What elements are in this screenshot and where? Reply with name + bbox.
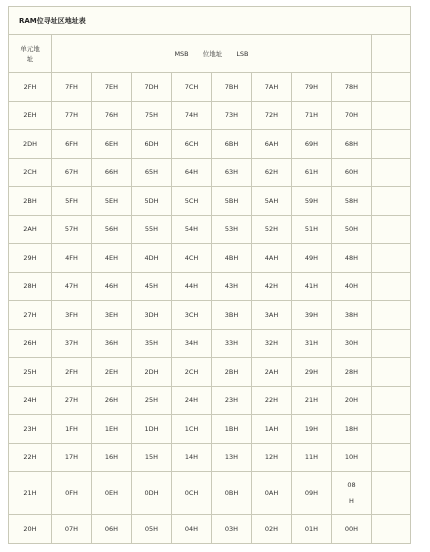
bit-address-cell: 21H [292, 386, 332, 415]
bit-address-cell: 6FH [52, 130, 92, 159]
bit-address-cell: 09H [292, 472, 332, 515]
unit-address-cell: 25H [9, 358, 52, 387]
bit-address-cell: 12H [252, 443, 292, 472]
empty-cell [372, 215, 411, 244]
bit-address-cell: 22H [252, 386, 292, 415]
bit-address-cell: 38H [332, 301, 372, 330]
bit-address-cell: 52H [252, 215, 292, 244]
unit-address-cell: 28H [9, 272, 52, 301]
bit-address-cell: 72H [252, 101, 292, 130]
wrapped-cell-line2: H [349, 497, 354, 505]
unit-address-cell: 2FH [9, 73, 52, 102]
bit-address-cell: 77H [52, 101, 92, 130]
unit-address-cell: 23H [9, 415, 52, 444]
wrapped-cell-line1: 08 [347, 481, 356, 489]
bit-address-cell: 24H [172, 386, 212, 415]
bit-address-cell: 1FH [52, 415, 92, 444]
bit-address-table-container [8, 6, 410, 544]
bit-address-cell: 1CH [172, 415, 212, 444]
bit-address-cell: 0DH [132, 472, 172, 515]
bit-address-cell: 7FH [52, 73, 92, 102]
bit-address-cell: 4AH [252, 244, 292, 273]
unit-address-cell: 2DH [9, 130, 52, 159]
unit-address-cell: 22H [9, 443, 52, 472]
table-row [9, 515, 411, 544]
bit-address-cell: 6DH [132, 130, 172, 159]
unit-address-cell: 29H [9, 244, 52, 273]
bit-address-cell: 6EH [92, 130, 132, 159]
bit-address-cell: 1EH [92, 415, 132, 444]
table-row [9, 101, 411, 130]
bit-address-cell: 71H [292, 101, 332, 130]
table-row [9, 358, 411, 387]
empty-cell [372, 73, 411, 102]
table-row [9, 187, 411, 216]
unit-address-cell: 2BH [9, 187, 52, 216]
bit-address-cell: 36H [92, 329, 132, 358]
bit-address-cell: 3CH [172, 301, 212, 330]
bit-address-cell: 42H [252, 272, 292, 301]
bit-address-cell: 14H [172, 443, 212, 472]
bit-address-cell: 28H [332, 358, 372, 387]
bit-address-cell: 25H [132, 386, 172, 415]
unit-address-cell: 26H [9, 329, 52, 358]
bit-address-cell: 03H [212, 515, 252, 544]
bit-address-cell: 54H [172, 215, 212, 244]
bit-address-cell: 60H [332, 158, 372, 187]
bit-address-cell: 7CH [172, 73, 212, 102]
unit-address-cell: 20H [9, 515, 52, 544]
bit-address-cell: 3AH [252, 301, 292, 330]
bit-address-cell: 5EH [92, 187, 132, 216]
table-row [9, 158, 411, 187]
unit-address-cell: 21H [9, 472, 52, 515]
bit-address-cell: 37H [52, 329, 92, 358]
bit-address-cell: 1AH [252, 415, 292, 444]
bit-address-cell: 2BH [212, 358, 252, 387]
bit-address-cell: 47H [52, 272, 92, 301]
table-row [9, 244, 411, 273]
empty-cell [372, 244, 411, 273]
header-empty-cell [372, 35, 411, 73]
empty-cell [372, 272, 411, 301]
bit-address-cell: 4BH [212, 244, 252, 273]
bit-address-cell: 23H [212, 386, 252, 415]
empty-cell [372, 386, 411, 415]
bit-address-cell: 10H [332, 443, 372, 472]
bit-address-cell: 19H [292, 415, 332, 444]
unit-address-cell: 2CH [9, 158, 52, 187]
table-row [9, 301, 411, 330]
unit-address-cell: 27H [9, 301, 52, 330]
bit-address-cell: 1DH [132, 415, 172, 444]
bit-address-cell: 2AH [252, 358, 292, 387]
bit-address-cell: 7AH [252, 73, 292, 102]
bit-address-cell: 32H [252, 329, 292, 358]
empty-cell [372, 187, 411, 216]
bit-address-cell: 78H [332, 73, 372, 102]
bit-address-cell: 69H [292, 130, 332, 159]
table-row [9, 443, 411, 472]
empty-cell [372, 443, 411, 472]
bit-address-cell: 2EH [92, 358, 132, 387]
bit-address-cell: 3DH [132, 301, 172, 330]
empty-cell [372, 158, 411, 187]
bit-address-cell: 0FH [52, 472, 92, 515]
bit-address-cell: 05H [132, 515, 172, 544]
table-row [9, 272, 411, 301]
lsb-label: LSB [236, 50, 249, 58]
bit-address-cell: 4DH [132, 244, 172, 273]
bit-address-cell: 66H [92, 158, 132, 187]
bit-address-cell: 5CH [172, 187, 212, 216]
bit-address-cell: 39H [292, 301, 332, 330]
bit-address-cell: 68H [332, 130, 372, 159]
bit-address-cell: 4FH [52, 244, 92, 273]
bit-address-cell [332, 472, 372, 515]
bit-address-cell: 5DH [132, 187, 172, 216]
table-row [9, 472, 411, 515]
unit-address-header-line2: 址 [26, 54, 34, 63]
bit-address-cell: 50H [332, 215, 372, 244]
bit-address-cell: 45H [132, 272, 172, 301]
bit-address-cell: 58H [332, 187, 372, 216]
bit-address-cell: 26H [92, 386, 132, 415]
bit-address-cell: 61H [292, 158, 332, 187]
empty-cell [372, 415, 411, 444]
bit-address-cell: 43H [212, 272, 252, 301]
bit-address-header [52, 35, 372, 73]
bit-address-cell: 35H [132, 329, 172, 358]
table-row [9, 415, 411, 444]
bit-address-cell: 6BH [212, 130, 252, 159]
bit-address-cell: 40H [332, 272, 372, 301]
bit-address-cell: 33H [212, 329, 252, 358]
bit-address-cell: 5BH [212, 187, 252, 216]
empty-cell [372, 301, 411, 330]
bit-address-cell: 17H [52, 443, 92, 472]
empty-cell [372, 130, 411, 159]
bit-address-cell: 13H [212, 443, 252, 472]
bit-address-cell: 04H [172, 515, 212, 544]
bit-address-cell: 1BH [212, 415, 252, 444]
table-title: RAM位寻址区地址表 [9, 7, 411, 35]
bit-address-cell: 62H [252, 158, 292, 187]
bit-address-cell: 41H [292, 272, 332, 301]
table-row [9, 329, 411, 358]
bit-address-cell: 3EH [92, 301, 132, 330]
bit-address-cell: 3BH [212, 301, 252, 330]
bit-address-cell: 53H [212, 215, 252, 244]
header-row [9, 35, 411, 73]
empty-cell [372, 358, 411, 387]
empty-cell [372, 472, 411, 515]
bit-address-cell: 76H [92, 101, 132, 130]
table-row [9, 73, 411, 102]
bit-address-cell: 0AH [252, 472, 292, 515]
bit-address-cell: 73H [212, 101, 252, 130]
bit-address-cell: 64H [172, 158, 212, 187]
unit-address-header-line1: 单元地 [20, 44, 40, 53]
bit-address-label: 位地址 [202, 50, 223, 58]
bit-address-cell: 2CH [172, 358, 212, 387]
bit-address-cell: 5AH [252, 187, 292, 216]
unit-address-cell: 2EH [9, 101, 52, 130]
bit-address-cell: 48H [332, 244, 372, 273]
bit-address-cell: 70H [332, 101, 372, 130]
bit-address-cell: 5FH [52, 187, 92, 216]
bit-address-cell: 6AH [252, 130, 292, 159]
table-row [9, 215, 411, 244]
bit-address-cell: 0BH [212, 472, 252, 515]
bit-address-cell: 79H [292, 73, 332, 102]
bit-address-cell: 15H [132, 443, 172, 472]
bit-address-cell: 30H [332, 329, 372, 358]
bit-address-cell: 44H [172, 272, 212, 301]
bit-address-cell: 34H [172, 329, 212, 358]
bit-address-cell: 29H [292, 358, 332, 387]
bit-address-cell: 2DH [132, 358, 172, 387]
bit-address-cell: 4EH [92, 244, 132, 273]
ram-bit-address-table [8, 6, 411, 544]
bit-address-cell: 63H [212, 158, 252, 187]
bit-address-cell: 7BH [212, 73, 252, 102]
bit-address-cell: 7EH [92, 73, 132, 102]
empty-cell [372, 101, 411, 130]
bit-address-cell: 57H [52, 215, 92, 244]
bit-address-cell: 0CH [172, 472, 212, 515]
bit-address-cell: 16H [92, 443, 132, 472]
bit-address-cell: 51H [292, 215, 332, 244]
bit-address-cell: 27H [52, 386, 92, 415]
bit-address-cell: 20H [332, 386, 372, 415]
bit-address-cell: 46H [92, 272, 132, 301]
unit-address-cell: 2AH [9, 215, 52, 244]
empty-cell [372, 515, 411, 544]
bit-address-cell: 6CH [172, 130, 212, 159]
bit-address-cell: 59H [292, 187, 332, 216]
bit-address-cell: 01H [292, 515, 332, 544]
bit-address-cell: 11H [292, 443, 332, 472]
empty-cell [372, 329, 411, 358]
bit-address-cell: 31H [292, 329, 332, 358]
bit-address-cell: 74H [172, 101, 212, 130]
bit-address-cell: 67H [52, 158, 92, 187]
bit-address-cell: 0EH [92, 472, 132, 515]
msb-label: MSB [174, 50, 189, 58]
bit-address-cell: 4CH [172, 244, 212, 273]
bit-address-cell: 07H [52, 515, 92, 544]
bit-address-cell: 56H [92, 215, 132, 244]
bit-address-cell: 55H [132, 215, 172, 244]
bit-address-cell: 02H [252, 515, 292, 544]
bit-address-cell: 75H [132, 101, 172, 130]
bit-address-cell: 00H [332, 515, 372, 544]
bit-address-cell: 18H [332, 415, 372, 444]
table-row [9, 386, 411, 415]
bit-address-cell: 2FH [52, 358, 92, 387]
bit-address-cell: 49H [292, 244, 332, 273]
bit-address-cell: 06H [92, 515, 132, 544]
bit-address-cell: 3FH [52, 301, 92, 330]
unit-address-header [9, 35, 52, 73]
unit-address-cell: 24H [9, 386, 52, 415]
table-row [9, 130, 411, 159]
bit-address-cell: 65H [132, 158, 172, 187]
bit-address-cell: 7DH [132, 73, 172, 102]
